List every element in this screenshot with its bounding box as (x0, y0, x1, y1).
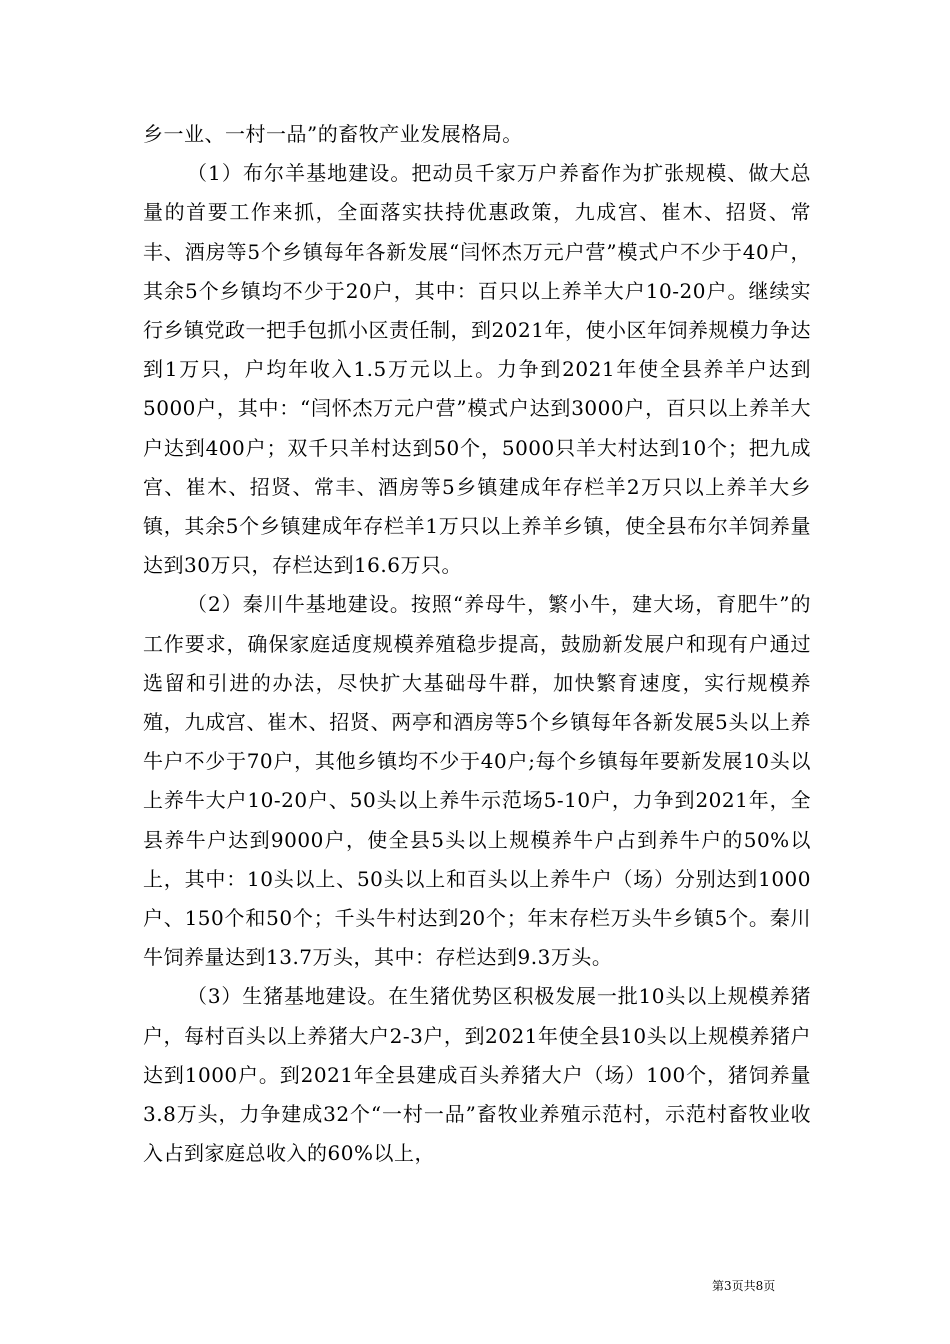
paragraph-sheep-base: （1）布尔羊基地建设。把动员千家万户养畜作为扩张规模、做大总量的首要工作来抓，全面落实扶持优惠政策，九成宫、崔木、招贤、常丰、酒房等5个乡镇每年各新发展“闫怀杰万元户营”模式户不少于40户，其余5个乡镇均不少于20户，其中：百只以上养羊大户10-20户。继续实行乡镇党政一把手包抓小区责任制，到2021年，使小区年饲养规模力争达到1万只，户均年收入1.5万元以上。力争到2021年使全县养羊户达到5000户，其中：“闫怀杰万元户营”模式户达到3000户，百只以上养羊大户达到400户；双千只羊村达到50个，5000只羊大村达到10个；把九成宫、崔木、招贤、常丰、酒房等5乡镇建成年存栏羊2万只以上养羊大乡镇，其余5个乡镇建成年存栏羊1万只以上养羊乡镇，使全县布尔羊饲养量达到30万只，存栏达到16.6万只。 (143, 161, 811, 578)
paragraph-continuation: 乡一业、一村一品”的畜牧产业发展格局。 (143, 122, 523, 146)
document-body (143, 115, 811, 1173)
page-number: 第3页共8页 (712, 1279, 776, 1293)
paragraph-pig-base: （3）生猪基地建设。在生猪优势区积极发展一批10头以上规模养猪户，每村百头以上养猪大户2-3户，到2021年使全县10头以上规模养猪户达到1000户。到2021年全县建成百头养猪大户（场）100个，猪饲养量3.8万头，力争建成32个“一村一品”畜牧业养殖示范村，示范村畜牧业收入占到家庭总收入的60%以上， (143, 984, 811, 1166)
paragraph-cattle-base: （2）秦川牛基地建设。按照“养母牛，繁小牛，建大场，育肥牛”的工作要求，确保家庭适度规模养殖稳步提高，鼓励新发展户和现有户通过选留和引进的办法，尽快扩大基础母牛群，加快繁育速度，实行规模养殖，九成宫、崔木、招贤、两亭和酒房等5个乡镇每年各新发展5头以上养牛户不少于70户，其他乡镇均不少于40户;每个乡镇每年要新发展10头以上养牛大户10-20户、50头以上养牛示范场5-10户，力争到2021年，全县养牛户达到9000户，使全县5头以上规模养牛户占到养牛户的50%以上，其中：10头以上、50头以上和百头以上养牛户（场）分别达到1000户、150个和50个；千头牛村达到20个；年末存栏万头牛乡镇5个。秦川牛饲养量达到13.7万头，其中：存栏达到9.3万头。 (143, 592, 811, 970)
